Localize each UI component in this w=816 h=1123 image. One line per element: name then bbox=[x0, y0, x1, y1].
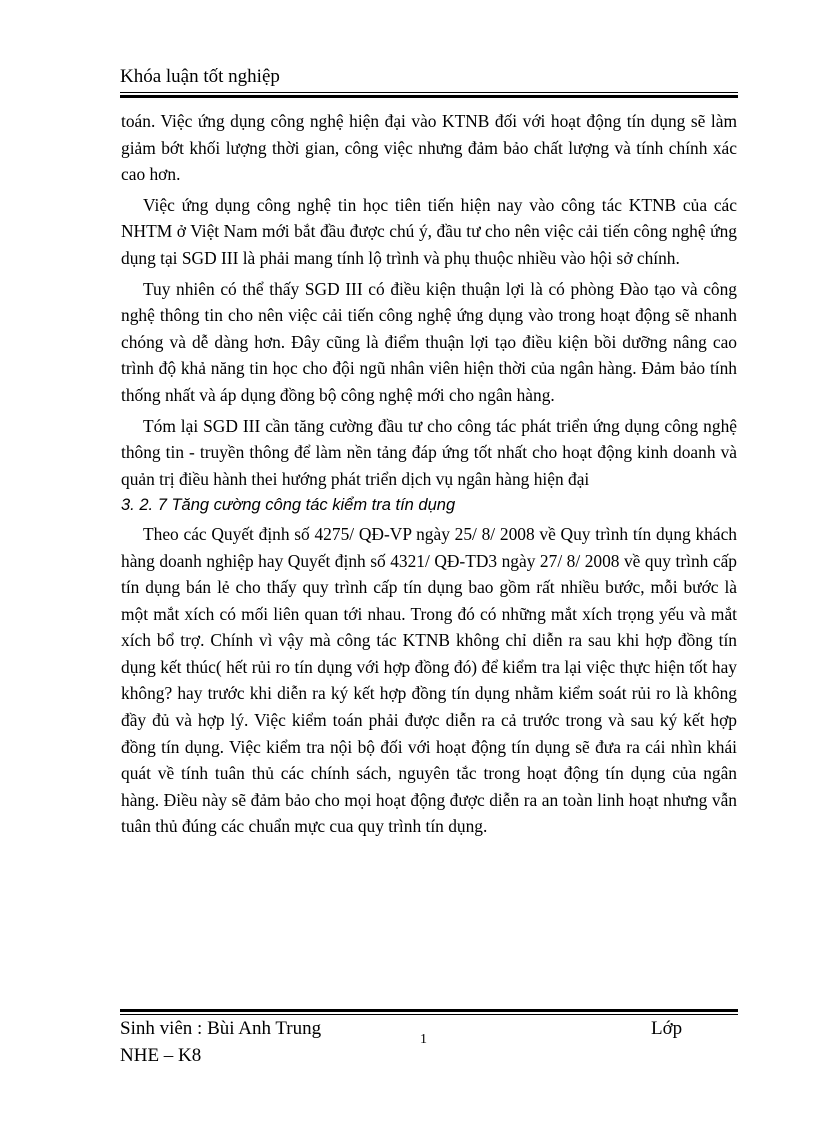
footer-student-name: Sinh viên : Bùi Anh Trung bbox=[120, 1018, 322, 1039]
footer-class-code: NHE – K8 bbox=[120, 1045, 202, 1066]
header-title: Khóa luận tốt nghiệp bbox=[120, 66, 280, 87]
footer-block bbox=[120, 1015, 738, 1075]
footer-rule-thick bbox=[120, 1009, 738, 1012]
document-body bbox=[121, 108, 737, 840]
paragraph-2: Việc ứng dụng công nghệ tin học tiên tiến hiện nay vào công tác KTNB của các NHTM ở Việt Nam mới bắt đầu được chú ý, đầu tư cho nên việc cải tiến công nghệ ứng dụng tại SGD III là phải mang tính lộ trình và phụ thuộc nhiều vào hội sở chính. bbox=[121, 194, 737, 268]
paragraph-4: Tóm lại SGD III cần tăng cường đầu tư cho công tác phát triển ứng dụng công nghệ thông tin - truyền thông để làm nền tảng đáp ứng tốt nhất cho hoạt động kinh doanh và quản trị điều hành thei hướng phát triển dịch vụ ngân hàng hiện đại bbox=[121, 415, 737, 489]
page-number: 1 bbox=[420, 1032, 427, 1047]
section-heading: 3. 2. 7 Tăng cường công tác kiểm tra tín dụng bbox=[121, 496, 456, 515]
paragraph-3: Tuy nhiên có thể thấy SGD III có điều kiện thuận lợi là có phòng Đào tạo và công nghệ thông tin cho nên việc cải tiến công nghệ ứng dụng vào trong hoạt động sẽ nhanh chóng và dễ dàng hơn. Đây cũng là điểm thuận lợi tạo điều kiện bồi dưỡng nâng cao trình độ khả năng tin học cho đội ngũ nhân viên hiện thời của ngân hàng. Đảm bảo tính thống nhất và áp dụng đồng bộ công nghệ mới cho ngân hàng. bbox=[121, 278, 737, 405]
paragraph-5: Theo các Quyết định số 4275/ QĐ-VP ngày 25/ 8/ 2008 về Quy trình tín dụng khách hàng doanh nghiệp hay Quyết định số 4321/ QĐ-TD3 ngày 27/ 8/ 2008 về quy trình cấp tín dụng bán lẻ cho thấy quy trình cấp tín dụng bao gồm rất nhiều bước, mỗi bước là một mắt xích có mối liên quan tới nhau. Trong đó có những mắt xích trọng yếu và mắt xích bổ trợ. Chính vì vậy mà công tác KTNB không chỉ diễn ra sau khi hợp đồng tín dụng kết thúc( hết rủi ro tín dụng với hợp đồng đó) để kiểm tra lại việc thực hiện tốt hay không? hay trước khi diễn ra ký kết hợp đồng tín dụng nhằm kiểm soát rủi ro là không đầy đủ và hợp lý. Việc kiểm toán phải được diễn ra cả trước trong và sau ký kết hợp đồng tín dụng. Việc kiểm tra nội bộ đối với hoạt động tín dụng sẽ đưa ra cái nhìn khái quát về tính tuân thủ các chính sách, nguyên tắc trong hoạt động tín dụng của ngân hàng. Điều này sẽ đảm bảo cho mọi hoạt động được diễn ra an toàn linh hoạt nhưng vẫn tuân thủ đúng các chuẩn mực cua quy trình tín dụng. bbox=[121, 523, 737, 837]
header-rule-thin bbox=[120, 92, 738, 93]
footer-class-label: Lớp bbox=[651, 1018, 683, 1039]
paragraph-1: toán. Việc ứng dụng công nghệ hiện đại vào KTNB đối với hoạt động tín dụng sẽ làm giảm bớt khối lượng thời gian, công việc nhưng đảm bảo chất lượng và tính chính xác cao hơn. bbox=[121, 111, 737, 185]
header-rule-thick bbox=[120, 95, 738, 98]
